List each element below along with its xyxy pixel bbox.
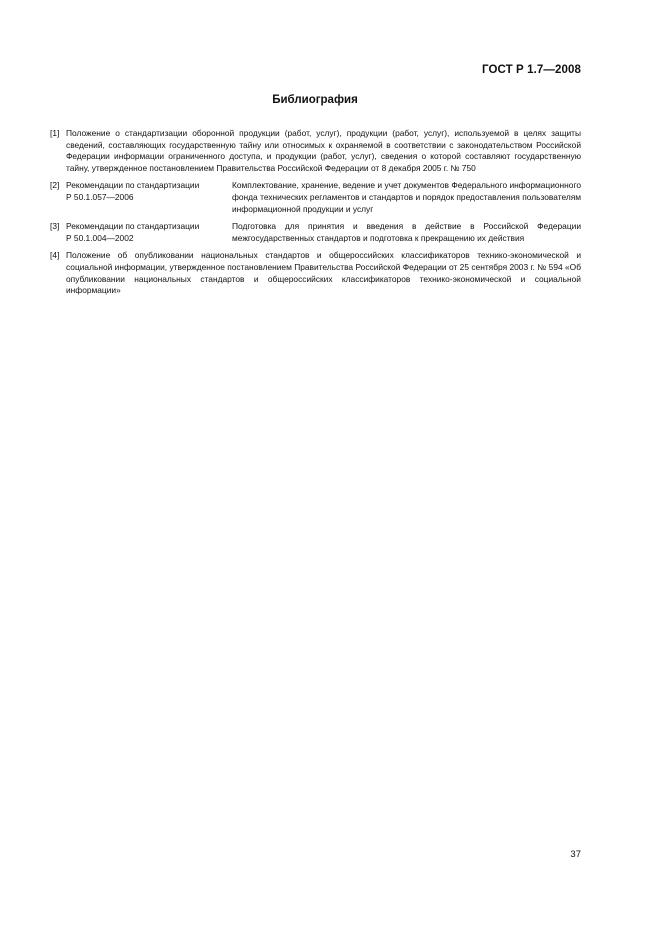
bibliography-list bbox=[50, 128, 581, 303]
entry-reference-code: Р 50.1.057—2006 bbox=[66, 191, 134, 202]
entry-text: Положение об опубликовании национальных стандартов и общероссийских классификаторов технико-экономической и социальной информации, утвержденное постановлением Правительства Российской Федерации от 25 сентября 2003 г. № 594 «Об опубликовании национальных стандартов и общероссийских классификаторов технико-экономической и социальной информации» bbox=[66, 250, 581, 296]
page-number: 37 bbox=[570, 849, 581, 860]
entry-text: Положение о стандартизации оборонной продукции (работ, услуг), продукции (работ, услуг), используемой в целях защиты сведений, составляющих государственную тайну или относимых к охраняемой в соответствии с законодательством Российской Федерации информации ограниченного доступа, и продукции (работ, услуг), сведения о которой составляют государственную тайну, утвержденное постановлением Правительства Российской Федерации от 8 декабря 2005 г. № 750 bbox=[66, 128, 581, 173]
entry-number: [1] bbox=[50, 128, 60, 138]
entry-reference-type: Рекомендации по стандартизации bbox=[66, 180, 200, 191]
document-code-header: ГОСТ Р 1.7—2008 bbox=[482, 64, 581, 76]
entry-text: Подготовка для принятия и введения в действие в Российской Федерации межгосударственных стандартов и подготовка к прекращению их действия bbox=[232, 221, 581, 243]
entry-reference bbox=[66, 180, 232, 215]
entry-number: [3] bbox=[50, 221, 60, 232]
entry-number: [2] bbox=[50, 180, 60, 191]
entry-reference bbox=[66, 221, 232, 244]
bibliography-entry-4 bbox=[50, 250, 581, 296]
entry-reference-code: Р 50.1.004—2002 bbox=[66, 232, 134, 243]
entry-reference-type: Рекомендации по стандартизации bbox=[66, 221, 200, 232]
bibliography-entry-1 bbox=[50, 128, 581, 174]
bibliography-title: Библиография bbox=[272, 94, 358, 106]
entry-number: [4] bbox=[50, 250, 60, 261]
bibliography-entry-2 bbox=[50, 180, 581, 215]
bibliography-entry-3 bbox=[50, 221, 581, 244]
entry-text: Комплектование, хранение, ведение и учет документов Федерального информационного фонда технических регламентов и стандартов и порядок предоставления пользователям информационной продукции и услуг bbox=[232, 180, 581, 214]
